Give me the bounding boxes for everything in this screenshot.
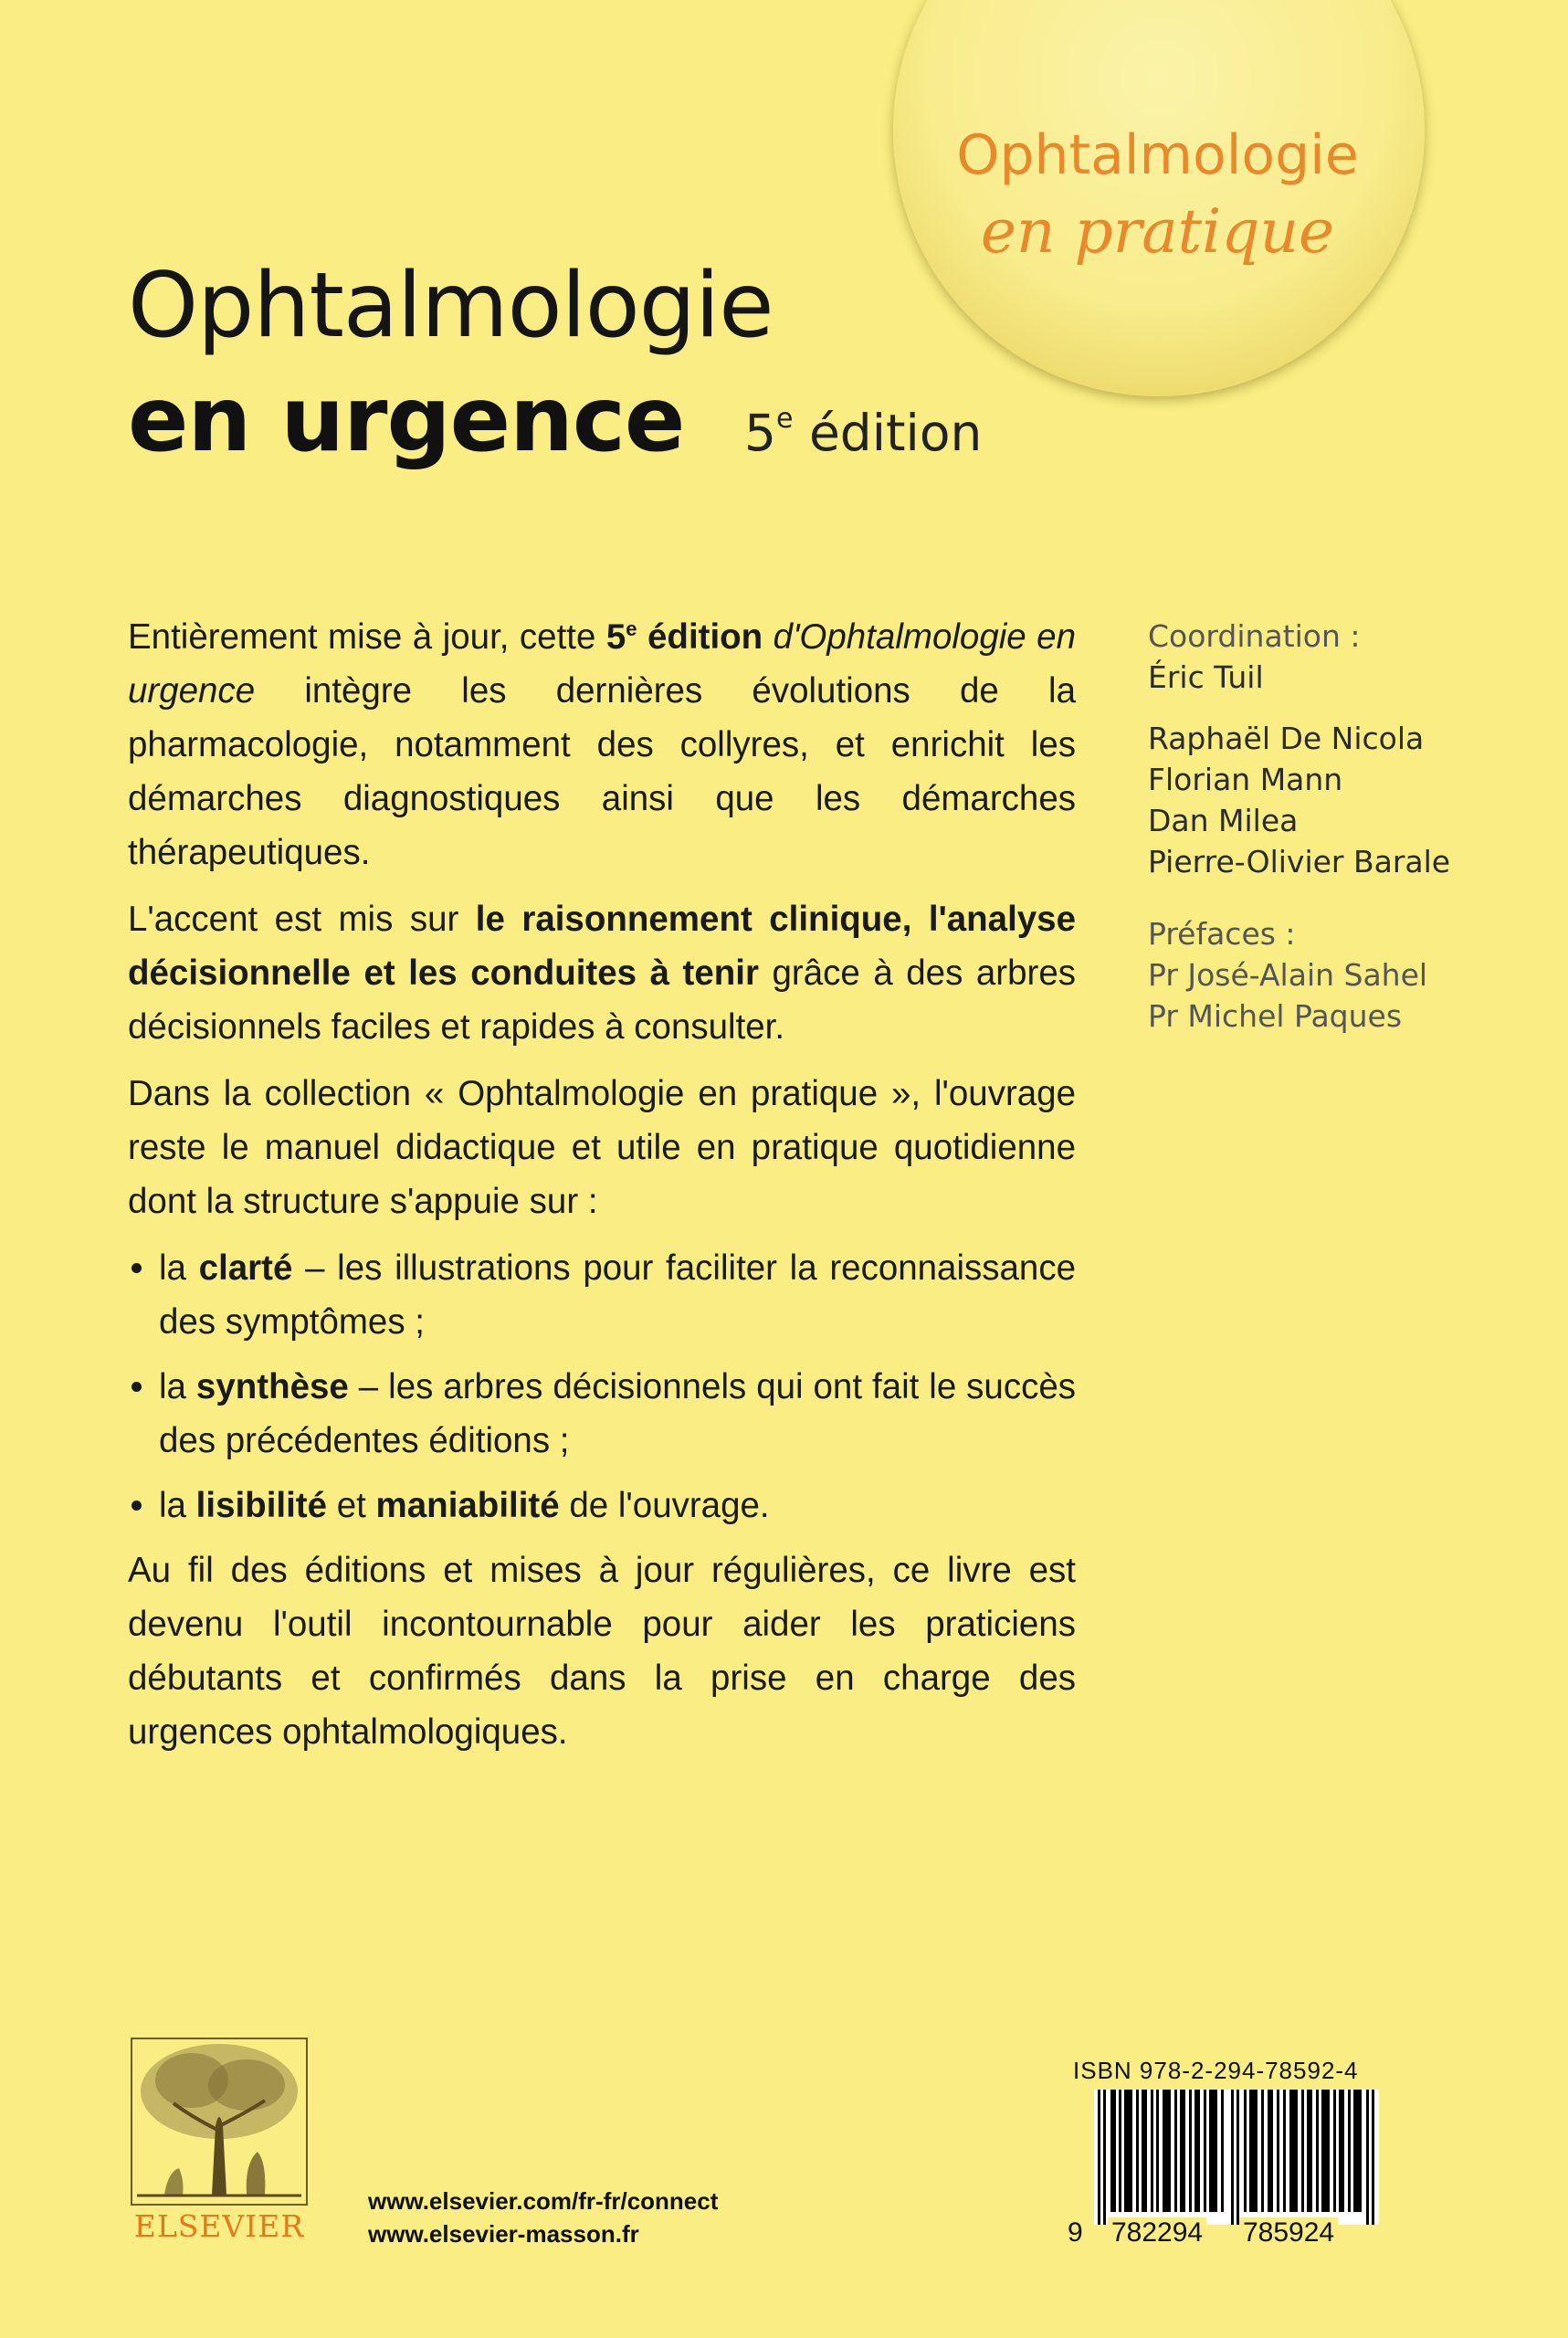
publisher-url-1[interactable]: www.elsevier.com/fr-fr/connect [368, 2187, 719, 2215]
bullet-list [128, 1241, 1076, 1532]
coordination-label: Coordination : [1148, 618, 1361, 654]
author-name: Dan Milea [1148, 803, 1299, 838]
edition-sup: e [776, 402, 794, 435]
emphasis: lisibilité [195, 1486, 328, 1525]
book-title-line2: en urgence [128, 368, 685, 472]
emphasis: clarté [198, 1248, 293, 1288]
collection-title: Ophtalmologie [956, 123, 1359, 187]
text-run: Entièrement mise à jour, cette [128, 617, 606, 657]
book-title-italic: d'Ophtalmologie en urgence [128, 617, 1076, 711]
preface-author: Pr José-Alain Sahel [1148, 957, 1428, 993]
barcode-digits [1064, 2217, 1393, 2254]
publisher-url-2[interactable]: www.elsevier-masson.fr [368, 2220, 639, 2248]
text-run: la [159, 1486, 196, 1525]
text-run: e [626, 617, 637, 641]
isbn-label: ISBN 978-2-294-78592-4 [1073, 2057, 1359, 2084]
description [128, 610, 1076, 1772]
coordinator-name: Éric Tuil [1148, 659, 1264, 695]
text-run: 5 [605, 617, 626, 657]
emphasis: maniabilité [375, 1486, 560, 1525]
contributors [1148, 616, 1550, 1037]
barcode-digits-right: 785924 [1239, 2217, 1338, 2248]
barcode-digits-left: 782294 [1108, 2217, 1206, 2248]
elsevier-tree-logo [128, 2035, 310, 2208]
author-name: Pierre-Olivier Barale [1148, 844, 1451, 879]
edition-label [744, 404, 982, 462]
text-run: la [159, 1367, 196, 1406]
book-title-line1: Ophtalmologie [128, 254, 773, 358]
preface-author: Pr Michel Paques [1148, 998, 1403, 1034]
text-run: édition [637, 617, 763, 657]
emphasis: synthèse [195, 1367, 349, 1406]
paragraph-3: Dans la collection « Ophtalmologie en pratique », l'ouvrage reste le manuel didactique et utile en pratique quotidienne dont la structure s'appuie sur : [128, 1074, 1076, 1221]
bullet-item [128, 1241, 1076, 1349]
paragraph-4: Au fil des éditions et mises à jour régulières, ce livre est devenu l'outil incontournable pour aider les praticiens débutants et confirmés dans la prise en charge des urgences ophtalmologiques. [128, 1551, 1076, 1752]
publisher-name: ELSEVIER [133, 2208, 305, 2244]
author-name: Florian Mann [1148, 762, 1343, 797]
paragraph-2 [128, 892, 1076, 1054]
text-run: intègre les dernières évolutions de la pharmacologie, notamment des collyres, et enrichit les démarches diagnostiques ainsi que les démarches thérapeutiques. [128, 671, 1076, 872]
text-run: de l'ouvrage. [559, 1486, 770, 1525]
edition-word: édition [808, 404, 983, 462]
bullet-item [128, 1479, 1076, 1532]
barcode [1094, 2090, 1379, 2225]
text-run: – les arbres décisionnels qui ont fait le succès des précédentes éditions ; [159, 1367, 1077, 1460]
prefaces-label: Préfaces : [1148, 916, 1296, 952]
text-run: grâce à des arbres décisionnels faciles et rapides à consulter. [128, 953, 1076, 1047]
emphasis: le raisonnement clinique, l'analyse décisionnelle et les conduites à tenir [128, 900, 1076, 993]
text-run: L'accent est mis sur [128, 900, 476, 939]
bullet-item [128, 1360, 1076, 1468]
paragraph-1 [128, 610, 1076, 879]
text-run: la [159, 1248, 199, 1288]
text-run: et [327, 1486, 376, 1525]
author-name: Raphaël De Nicola [1148, 721, 1425, 756]
edition-number: 5 [744, 404, 776, 462]
collection-subtitle: en pratique [980, 196, 1335, 267]
barcode-digit-first: 9 [1064, 2217, 1087, 2248]
text-run: – les illustrations pour faciliter la reconnaissance des symptômes ; [159, 1248, 1077, 1342]
publisher-urls [368, 2185, 718, 2250]
